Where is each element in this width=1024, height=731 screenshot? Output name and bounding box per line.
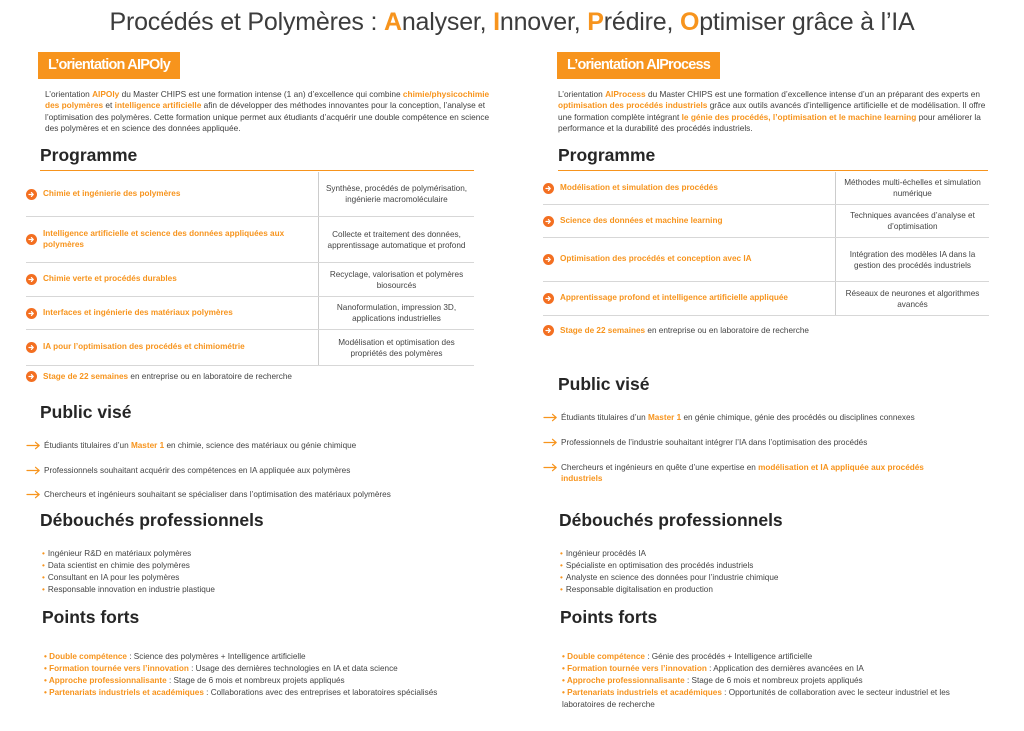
bullet-icon: • — [560, 549, 563, 558]
arrow-right-icon — [26, 490, 41, 502]
orientation-badge: L’orientation AIPOly — [38, 52, 180, 79]
programme-description: Modélisation et optimisation des propriétés des polymères — [318, 330, 474, 365]
bullet-icon: • — [44, 676, 49, 685]
programme-row — [543, 205, 989, 238]
programme-label: IA pour l’optimisation des procédés et chimiométrie — [43, 342, 245, 352]
bullet-icon: • — [560, 585, 563, 594]
circle-arrow-right-icon — [543, 183, 554, 194]
stage-text: Stage de 22 semaines en entreprise ou en laboratoire de recherche — [560, 326, 809, 335]
list-item: • Partenariats industriels et académiques : Collaborations avec des entreprises et laboratoires spécialisés — [44, 688, 438, 697]
section-title-programme: Programme — [558, 145, 656, 165]
public-item: Étudiants titulaires d’un Master 1 en chimie, science des matériaux ou génie chimique — [26, 440, 474, 453]
circle-arrow-right-icon — [543, 325, 554, 336]
stage-item — [543, 325, 989, 336]
list-item: • Double compétence : Génie des procédés + Intelligence artificielle — [562, 652, 813, 661]
list-item: • Responsable innovation en industrie plastique — [42, 585, 215, 594]
programme-description: Méthodes multi-échelles et simulation numérique — [835, 172, 989, 204]
programme-description: Techniques avancées d’analyse et d’optimisation — [835, 205, 989, 237]
programme-row — [26, 330, 474, 366]
list-item: • Partenariats industriels et académiques : Opportunités de collaboration avec le secteur industriel et les laboratoires de recherche — [562, 688, 950, 709]
debouches-list — [42, 548, 472, 596]
points-forts-list — [562, 651, 982, 711]
programme-description: Synthèse, procédés de polymérisation, ingénierie macromoléculaire — [318, 172, 474, 216]
programme-row — [26, 217, 474, 263]
public-item: Chercheurs et ingénieurs souhaitant se spécialiser dans l’optimisation des matériaux polymères — [26, 489, 474, 502]
programme-table — [26, 172, 474, 366]
list-item: • Data scientist en chimie des polymères — [42, 561, 190, 570]
stage-text: Stage de 22 semaines en entreprise ou en laboratoire de recherche — [43, 372, 292, 381]
programme-description: Nanoformulation, impression 3D, applications industrielles — [318, 297, 474, 329]
bullet-icon: • — [562, 664, 568, 673]
points-forts-list — [44, 651, 474, 699]
programme-description: Collecte et traitement des données, apprentissage automatique et profond — [318, 217, 474, 262]
list-item: • Analyste en science des données pour l’industrie chimique — [560, 573, 779, 582]
list-item: • Ingénieur procédés IA — [560, 549, 646, 558]
list-item: • Formation tournée vers l’innovation : Usage des dernières technologies en IA et data science — [44, 664, 398, 673]
circle-arrow-right-icon — [26, 274, 37, 285]
bullet-icon: • — [562, 676, 567, 685]
section-title-points-forts: Points forts — [560, 607, 658, 627]
programme-description: Intégration des modèles IA dans la gestion des procédés industriels — [835, 238, 989, 281]
list-item: • Ingénieur R&D en matériaux polymères — [42, 549, 192, 558]
section-title-debouches: Débouchés professionnels — [40, 510, 264, 530]
programme-label: Chimie et ingénierie des polymères — [43, 188, 181, 198]
programme-label: Science des données et machine learning — [560, 215, 723, 225]
section-title-points-forts: Points forts — [42, 607, 140, 627]
bullet-icon: • — [560, 573, 563, 582]
intro-paragraph: L’orientation AIPOly du Master CHIPS est une formation intense (1 an) d’excellence qui combine chimie/physicochimie des polymères et intelligence artificielle afin de développer des méthodes innovantes pour la conception, l’analyse et l’optimisation des polymères. Cette formation unique permet aux étudiants d’acquérir une double compétence en science des polymères et en science des données appliquée. — [45, 89, 490, 133]
section-title-public: Public visé — [558, 374, 650, 394]
page-title: Procédés et Polymères : Analyser, Innover, Prédire, Optimiser grâce à l’IA — [109, 8, 915, 36]
arrow-right-icon — [543, 438, 558, 450]
programme-row — [26, 263, 474, 297]
bullet-icon: • — [44, 688, 50, 697]
arrow-right-icon — [543, 463, 558, 475]
list-item: • Approche professionnalisante : Stage de 6 mois et nombreux projets appliqués — [44, 676, 345, 685]
public-item: Professionnels de l’industrie souhaitant intégrer l’IA dans l’optimisation des procédés — [543, 437, 989, 450]
programme-label: Interfaces et ingénierie des matériaux polymères — [43, 307, 233, 317]
bullet-icon: • — [560, 561, 563, 570]
section-rule — [558, 170, 988, 171]
bullet-icon: • — [562, 652, 568, 661]
list-item: • Approche professionnalisante : Stage de 6 mois et nombreux projets appliqués — [562, 676, 863, 685]
column-aiprocess — [541, 0, 999, 731]
programme-row — [26, 297, 474, 330]
bullet-icon: • — [42, 549, 45, 558]
programme-label: Chimie verte et procédés durables — [43, 274, 177, 284]
circle-arrow-right-icon — [543, 216, 554, 227]
circle-arrow-right-icon — [26, 189, 37, 200]
section-title-programme: Programme — [40, 145, 138, 165]
circle-arrow-right-icon — [26, 234, 37, 245]
programme-label: Intelligence artificielle et science des données appliquées aux polymères — [43, 228, 285, 249]
programme-table — [543, 172, 989, 316]
arrow-right-icon — [543, 413, 558, 425]
list-item: • Double compétence : Science des polymères + Intelligence artificielle — [44, 652, 306, 661]
orientation-badge: L’orientation AIProcess — [557, 52, 720, 79]
column-aipoly — [26, 0, 506, 731]
arrow-right-icon — [26, 466, 41, 478]
circle-arrow-right-icon — [26, 342, 37, 353]
public-item: Chercheurs et ingénieurs en quête d’une expertise en modélisation et IA appliquée aux procédés industriels — [543, 462, 943, 484]
programme-label: Optimisation des procédés et conception avec IA — [560, 254, 752, 264]
section-title-public: Public visé — [40, 402, 132, 422]
programme-row — [543, 282, 989, 316]
programme-row — [543, 238, 989, 282]
programme-label: Modélisation et simulation des procédés — [560, 182, 718, 192]
bullet-icon: • — [42, 573, 45, 582]
bullet-icon: • — [44, 652, 50, 661]
circle-arrow-right-icon — [26, 371, 37, 382]
programme-description: Réseaux de neurones et algorithmes avancés — [835, 282, 989, 315]
circle-arrow-right-icon — [26, 308, 37, 319]
list-item: • Formation tournée vers l’innovation : Application des dernières avancées en IA — [562, 664, 864, 673]
bullet-icon: • — [44, 664, 50, 673]
list-item: • Consultant en IA pour les polymères — [42, 573, 180, 582]
intro-paragraph: L’orientation AIProcess du Master CHIPS est une formation d’excellence intense d’un an préparant des experts en optimisation des procédés industriels grâce aux outils avancés d’intelligence artificielle et de modélisation. Il offre une formation complète intégrant le génie des procédés, l’optimisation et le machine learning pour améliorer la performance et la durabilité des procédés industriels. — [558, 89, 986, 133]
programme-row — [543, 172, 989, 205]
arrow-right-icon — [26, 441, 41, 453]
bullet-icon: • — [42, 585, 45, 594]
circle-arrow-right-icon — [543, 254, 554, 265]
public-item: Professionnels souhaitant acquérir des compétences en IA appliquée aux polymères — [26, 465, 474, 478]
section-title-debouches: Débouchés professionnels — [559, 510, 783, 530]
programme-label: Apprentissage profond et intelligence artificielle appliquée — [560, 293, 788, 303]
list-item: • Spécialiste en optimisation des procédés industriels — [560, 561, 754, 570]
bullet-icon: • — [42, 561, 45, 570]
public-item: Étudiants titulaires d’un Master 1 en génie chimique, génie des procédés ou disciplines connexes — [543, 412, 989, 425]
programme-description: Recyclage, valorisation et polymères biosourcés — [318, 263, 474, 296]
list-item: • Responsable digitalisation en production — [560, 585, 713, 594]
debouches-list — [560, 548, 990, 596]
section-rule — [40, 170, 474, 171]
programme-row — [26, 172, 474, 217]
stage-item — [26, 371, 474, 382]
circle-arrow-right-icon — [543, 293, 554, 304]
bullet-icon: • — [562, 688, 568, 697]
